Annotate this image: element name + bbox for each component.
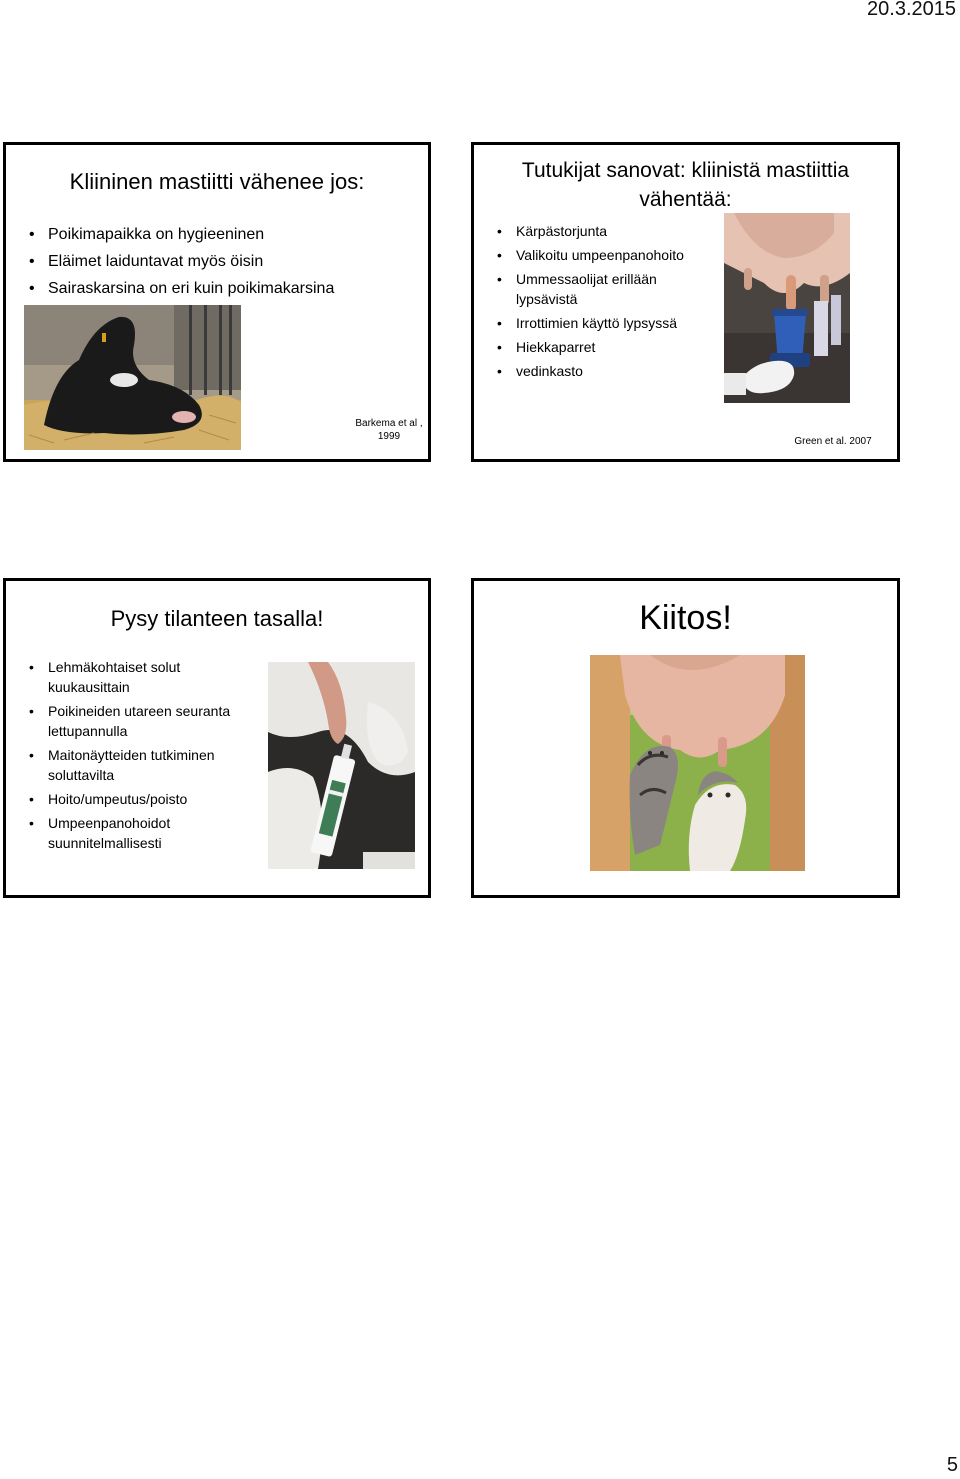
list-item: • Valikoitu umpeenpanohoito — [497, 245, 707, 265]
header-date: 20.3.2015 — [867, 0, 956, 20]
slide-researchers-say — [471, 142, 900, 462]
teat-dip-cup-photo — [724, 213, 850, 403]
list-item: • Irrottimien käyttö lypsyssä — [497, 313, 707, 333]
list-item: • Ummessaolijat erillään lypsävistä — [497, 269, 707, 309]
slide-title: Pysy tilanteen tasalla! — [110, 606, 324, 631]
list-item: • Poikineiden utareen seuranta lettupannulla — [29, 701, 259, 741]
list-item: • Sairaskarsina on eri kuin poikimakarsina — [29, 275, 429, 302]
list-item: • Poikimapaikka on hygieeninen — [29, 221, 429, 248]
list-item: • Maitonäytteiden tutkiminen soluttavilta — [29, 745, 259, 785]
kittens-under-cow-photo — [590, 655, 805, 871]
slide-title: Kiitos! — [639, 599, 732, 637]
bullet-list — [29, 657, 259, 857]
page-number: 5 — [946, 1454, 958, 1476]
bullet-list — [29, 221, 429, 302]
bullet-list — [497, 221, 707, 385]
slide-title: Tutukijat sanovat: kliinistä mastiittia vähentää: — [521, 159, 850, 211]
cow-lying-in-straw-photo — [24, 305, 241, 450]
list-item: • Umpeenpanohoidot suunnitelmallisesti — [29, 813, 259, 853]
list-item: • Hiekkaparret — [497, 337, 707, 357]
list-item: • Lehmäkohtaiset solut kuukausittain — [29, 657, 259, 697]
list-item: • Kärpästorjunta — [497, 221, 707, 241]
list-item: • Eläimet laiduntavat myös öisin — [29, 248, 429, 275]
source-caption: Barkema et al , 1999 — [355, 418, 423, 442]
slide-thanks — [471, 578, 900, 898]
list-item: • vedinkasto — [497, 361, 707, 381]
source-caption: Green et al. 2007 — [794, 436, 872, 447]
intramammary-tube-photo — [268, 662, 415, 869]
slide-mastitis-reduction — [3, 142, 431, 462]
list-item: • Hoito/umpeutus/poisto — [29, 789, 259, 809]
slide-title: Kliininen mastiitti vähenee jos: — [69, 169, 365, 194]
slide-stay-up-to-date — [3, 578, 431, 898]
